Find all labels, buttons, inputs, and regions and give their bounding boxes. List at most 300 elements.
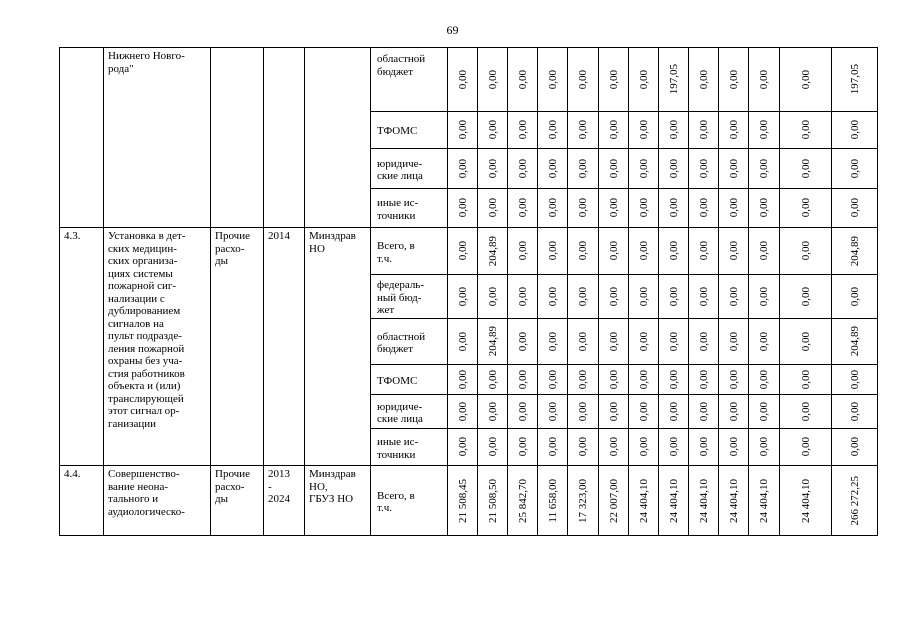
expense-type-cell — [211, 48, 264, 228]
value-cell — [599, 365, 629, 395]
value-cell — [780, 275, 832, 319]
value-text: 0,00 — [799, 286, 812, 307]
value-text: 0,00 — [546, 69, 559, 90]
value-text: 0,00 — [758, 120, 770, 140]
value-text: 0,00 — [456, 437, 469, 457]
value-text: 0,00 — [456, 158, 469, 179]
funding-source: иные ис- точники — [371, 429, 448, 466]
period-cell — [264, 228, 305, 466]
funding-source: юридиче- ские лица — [371, 395, 448, 429]
value-text: 0,00 — [848, 120, 861, 140]
value-cell — [749, 228, 780, 275]
value-cell — [719, 189, 749, 228]
value-text: 0,00 — [577, 437, 589, 457]
value-text: 0,00 — [758, 401, 770, 422]
expense-type: Прочие расхо- ды — [215, 468, 250, 505]
value-text: 0,00 — [799, 120, 812, 140]
value-text: 0,00 — [667, 198, 680, 218]
value-text: 0,00 — [799, 158, 812, 179]
value-text: 11 658,00 — [546, 478, 559, 523]
item-number-cell — [60, 48, 104, 228]
value-text: 0,00 — [607, 241, 620, 261]
value-text: 0,00 — [607, 198, 620, 218]
value-text: 0,00 — [607, 69, 620, 90]
executor-cell — [305, 466, 371, 536]
value-cell — [689, 319, 719, 365]
value-text: 0,00 — [577, 286, 589, 307]
value-text: 0,00 — [486, 369, 499, 390]
value-text: 0,00 — [667, 369, 680, 390]
value-cell — [719, 319, 749, 365]
value-cell — [568, 189, 599, 228]
item-number: 4.3. — [64, 230, 81, 242]
value-cell — [629, 189, 659, 228]
value-cell — [629, 275, 659, 319]
value-cell — [568, 365, 599, 395]
value-cell — [538, 466, 568, 536]
executor: Минздрав НО, ГБУЗ НО — [309, 468, 356, 505]
value-text: 0,00 — [758, 331, 770, 352]
value-cell — [659, 466, 689, 536]
expense-type: Прочие расхо- ды — [215, 230, 250, 267]
value-cell — [659, 228, 689, 275]
value-cell — [508, 149, 538, 189]
value-cell — [478, 48, 508, 112]
value-cell — [780, 319, 832, 365]
table-row — [60, 228, 878, 275]
value-text: 0,00 — [456, 286, 469, 307]
value-text: 0,00 — [848, 158, 861, 179]
value-text: 0,00 — [516, 437, 529, 457]
total-value-cell — [832, 48, 878, 112]
value-cell — [478, 429, 508, 466]
value-cell — [749, 395, 780, 429]
value-cell — [780, 149, 832, 189]
value-text: 0,00 — [577, 369, 589, 390]
value-text: 0,00 — [456, 120, 469, 140]
value-cell — [719, 112, 749, 149]
value-text: 0,00 — [727, 401, 740, 422]
value-text: 22 007,00 — [607, 478, 620, 523]
value-text: 0,00 — [697, 401, 710, 422]
value-cell — [599, 48, 629, 112]
value-cell — [689, 48, 719, 112]
value-cell — [629, 48, 659, 112]
value-text: 24 404,10 — [637, 478, 650, 523]
value-cell — [780, 429, 832, 466]
value-cell — [689, 395, 719, 429]
value-text: 0,00 — [607, 437, 620, 457]
value-text: 0,00 — [799, 369, 812, 390]
funding-source: ТФОМС — [371, 365, 448, 395]
value-text: 0,00 — [848, 198, 861, 218]
value-text: 0,00 — [516, 69, 529, 90]
value-cell — [629, 429, 659, 466]
value-text: 0,00 — [637, 369, 650, 390]
value-cell — [448, 466, 478, 536]
funding-source: Всего, в т.ч. — [371, 228, 448, 275]
value-text: 0,00 — [758, 286, 770, 307]
value-text: 0,00 — [799, 401, 812, 422]
value-cell — [448, 189, 478, 228]
funding-source: федераль- ный бюд- жет — [371, 275, 448, 319]
value-cell — [749, 189, 780, 228]
value-text: 0,00 — [456, 401, 469, 422]
page-number: 69 — [446, 23, 459, 37]
total-value-cell — [832, 365, 878, 395]
value-text: 0,00 — [637, 198, 650, 218]
value-cell — [659, 319, 689, 365]
value-text: 0,00 — [799, 437, 812, 457]
value-cell — [749, 429, 780, 466]
value-text: 0,00 — [546, 369, 559, 390]
value-text: 0,00 — [546, 158, 559, 179]
value-cell — [508, 112, 538, 149]
value-cell — [508, 48, 538, 112]
value-cell — [719, 395, 749, 429]
value-text: 0,00 — [637, 241, 650, 261]
value-text: 21 508,45 — [456, 478, 469, 523]
value-text: 0,00 — [697, 369, 710, 390]
value-text: 0,00 — [697, 120, 710, 140]
value-text: 0,00 — [697, 437, 710, 457]
total-value-cell — [832, 429, 878, 466]
value-text: 0,00 — [456, 369, 469, 390]
value-text: 0,00 — [607, 286, 620, 307]
value-text: 197,05 — [848, 64, 861, 95]
value-cell — [448, 319, 478, 365]
value-cell — [538, 48, 568, 112]
value-cell — [719, 228, 749, 275]
value-cell — [659, 395, 689, 429]
value-cell — [780, 395, 832, 429]
value-text: 0,00 — [607, 369, 620, 390]
value-cell — [719, 466, 749, 536]
value-cell — [568, 395, 599, 429]
value-cell — [508, 365, 538, 395]
value-text: 0,00 — [667, 401, 680, 422]
value-cell — [659, 149, 689, 189]
value-text: 0,00 — [637, 286, 650, 307]
value-text: 0,00 — [799, 331, 812, 352]
value-text: 0,00 — [516, 369, 529, 390]
value-cell — [719, 365, 749, 395]
item-name-cell — [104, 228, 211, 466]
value-text: 0,00 — [546, 401, 559, 422]
value-cell — [719, 275, 749, 319]
value-cell — [448, 429, 478, 466]
value-cell — [599, 429, 629, 466]
value-text: 0,00 — [697, 69, 710, 90]
value-cell — [508, 395, 538, 429]
value-text: 266 272,25 — [848, 475, 861, 526]
value-cell — [478, 395, 508, 429]
value-text: 21 508,50 — [486, 478, 499, 523]
value-cell — [689, 112, 719, 149]
value-text: 0,00 — [667, 241, 680, 261]
period: 2013 - 2024 — [268, 468, 290, 505]
value-cell — [478, 149, 508, 189]
total-value-cell — [832, 466, 878, 536]
value-text: 0,00 — [456, 69, 469, 90]
total-value-cell — [832, 189, 878, 228]
value-cell — [538, 228, 568, 275]
table-row — [60, 48, 878, 112]
value-cell — [599, 189, 629, 228]
value-text: 0,00 — [546, 437, 559, 457]
expense-type-cell — [211, 466, 264, 536]
funding-source: ТФОМС — [371, 112, 448, 149]
value-text: 0,00 — [697, 331, 710, 352]
value-cell — [719, 429, 749, 466]
value-text: 0,00 — [758, 158, 770, 179]
value-cell — [448, 228, 478, 275]
value-text: 0,00 — [577, 401, 589, 422]
value-text: 24 404,10 — [697, 478, 710, 523]
value-cell — [749, 365, 780, 395]
value-cell — [538, 395, 568, 429]
value-cell — [659, 275, 689, 319]
value-text: 24 404,10 — [799, 478, 812, 523]
value-cell — [568, 228, 599, 275]
executor: Минздрав НО — [309, 230, 356, 255]
value-text: 0,00 — [577, 331, 589, 352]
value-text: 204,89 — [486, 235, 499, 267]
value-cell — [538, 429, 568, 466]
value-text: 0,00 — [799, 69, 812, 90]
value-text: 0,00 — [546, 120, 559, 140]
value-cell — [749, 275, 780, 319]
value-text: 24 404,10 — [727, 478, 740, 523]
value-cell — [568, 429, 599, 466]
value-text: 0,00 — [577, 158, 589, 179]
value-cell — [508, 429, 538, 466]
value-cell — [599, 228, 629, 275]
value-cell — [749, 319, 780, 365]
value-text: 0,00 — [456, 331, 469, 352]
value-text: 0,00 — [667, 331, 680, 352]
value-text: 0,00 — [486, 437, 499, 457]
value-cell — [659, 48, 689, 112]
value-cell — [629, 365, 659, 395]
value-cell — [749, 466, 780, 536]
value-cell — [629, 395, 659, 429]
value-text: 0,00 — [727, 69, 740, 90]
item-name-cell — [104, 48, 211, 228]
value-cell — [780, 228, 832, 275]
item-name: Установка в дет- ских медицин- ских организа- циях системы пожарной сиг- нализации с дублированием сигналов на пульт подразде- ления пожарной охраны без уча- стия работников объекта и (или) транслирующей этот сигнал ор- ганизации — [108, 230, 186, 430]
funding-source: юридиче- ские лица — [371, 149, 448, 189]
value-cell — [508, 319, 538, 365]
value-cell — [568, 466, 599, 536]
value-text: 0,00 — [667, 437, 680, 457]
value-text: 0,00 — [758, 369, 770, 390]
value-cell — [599, 466, 629, 536]
value-text: 0,00 — [577, 69, 589, 90]
value-text: 0,00 — [546, 198, 559, 218]
value-text: 0,00 — [727, 241, 740, 261]
value-cell — [689, 429, 719, 466]
funding-source: Всего, в т.ч. — [371, 466, 448, 536]
value-cell — [629, 466, 659, 536]
value-text: 0,00 — [516, 158, 529, 179]
value-text: 0,00 — [516, 241, 529, 261]
value-text: 0,00 — [577, 198, 589, 218]
value-cell — [689, 149, 719, 189]
value-text: 204,89 — [486, 326, 499, 357]
value-text: 25 842,70 — [516, 478, 529, 523]
total-value-cell — [832, 112, 878, 149]
value-text: 0,00 — [727, 286, 740, 307]
table-row — [60, 466, 878, 536]
value-text: 0,00 — [799, 241, 812, 261]
value-cell — [780, 189, 832, 228]
value-cell — [478, 466, 508, 536]
value-cell — [478, 319, 508, 365]
value-text: 0,00 — [486, 401, 499, 422]
value-cell — [448, 395, 478, 429]
value-cell — [749, 149, 780, 189]
value-text: 0,00 — [727, 158, 740, 179]
value-text: 17 323,00 — [577, 478, 589, 523]
value-text: 0,00 — [697, 241, 710, 261]
value-cell — [508, 466, 538, 536]
period: 2014 — [268, 230, 290, 242]
value-text: 0,00 — [848, 286, 861, 307]
value-cell — [448, 275, 478, 319]
value-text: 0,00 — [697, 158, 710, 179]
value-cell — [629, 149, 659, 189]
value-cell — [719, 48, 749, 112]
total-value-cell — [832, 275, 878, 319]
value-cell — [508, 189, 538, 228]
value-cell — [629, 112, 659, 149]
value-cell — [780, 365, 832, 395]
value-text: 0,00 — [516, 286, 529, 307]
value-text: 0,00 — [486, 69, 499, 90]
value-cell — [478, 189, 508, 228]
value-text: 0,00 — [727, 331, 740, 352]
value-cell — [689, 466, 719, 536]
value-text: 0,00 — [758, 69, 770, 90]
funding-source: иные ис- точники — [371, 189, 448, 228]
value-text: 24 404,10 — [758, 478, 770, 523]
item-name: Нижнего Новго- рода" — [108, 50, 185, 75]
value-cell — [478, 228, 508, 275]
value-cell — [749, 48, 780, 112]
value-text: 0,00 — [486, 286, 499, 307]
value-cell — [689, 275, 719, 319]
value-text: 0,00 — [516, 331, 529, 352]
value-cell — [749, 112, 780, 149]
value-cell — [448, 112, 478, 149]
period-cell — [264, 48, 305, 228]
item-number-cell — [60, 466, 104, 536]
value-text: 0,00 — [667, 158, 680, 179]
value-text: 0,00 — [799, 198, 812, 218]
total-value-cell — [832, 319, 878, 365]
value-text: 0,00 — [667, 120, 680, 140]
value-text: 204,89 — [848, 235, 861, 267]
value-cell — [780, 112, 832, 149]
value-text: 0,00 — [486, 158, 499, 179]
value-text: 24 404,10 — [667, 478, 680, 523]
value-cell — [780, 48, 832, 112]
value-cell — [508, 228, 538, 275]
value-text: 0,00 — [848, 401, 861, 422]
total-value-cell — [832, 228, 878, 275]
value-text: 0,00 — [637, 158, 650, 179]
value-cell — [689, 228, 719, 275]
value-cell — [568, 149, 599, 189]
value-text: 0,00 — [637, 69, 650, 90]
value-text: 0,00 — [758, 198, 770, 218]
value-cell — [599, 395, 629, 429]
value-text: 0,00 — [607, 120, 620, 140]
value-text: 0,00 — [516, 401, 529, 422]
value-cell — [689, 365, 719, 395]
value-text: 0,00 — [516, 120, 529, 140]
value-cell — [538, 275, 568, 319]
value-cell — [538, 189, 568, 228]
value-cell — [599, 112, 629, 149]
value-cell — [659, 189, 689, 228]
value-text: 0,00 — [516, 198, 529, 218]
value-text: 0,00 — [727, 437, 740, 457]
value-cell — [448, 149, 478, 189]
value-text: 0,00 — [486, 120, 499, 140]
value-text: 0,00 — [667, 286, 680, 307]
value-cell — [629, 228, 659, 275]
item-name: Совершенство- вание неона- тального и аудиологическо- — [108, 468, 185, 518]
value-cell — [568, 319, 599, 365]
total-value-cell — [832, 395, 878, 429]
value-text: 0,00 — [607, 331, 620, 352]
item-number-cell — [60, 228, 104, 466]
value-cell — [478, 112, 508, 149]
value-text: 0,00 — [848, 437, 861, 457]
funding-source: областной бюджет — [371, 48, 448, 112]
value-text: 0,00 — [758, 437, 770, 457]
value-text: 197,05 — [667, 64, 680, 95]
value-cell — [599, 319, 629, 365]
value-cell — [568, 48, 599, 112]
value-cell — [538, 112, 568, 149]
value-cell — [448, 48, 478, 112]
value-text: 0,00 — [727, 120, 740, 140]
value-text: 0,00 — [697, 198, 710, 218]
executor-cell — [305, 48, 371, 228]
value-cell — [478, 275, 508, 319]
value-text: 0,00 — [546, 286, 559, 307]
value-text: 0,00 — [727, 369, 740, 390]
value-cell — [568, 275, 599, 319]
value-text: 0,00 — [486, 198, 499, 218]
value-text: 0,00 — [546, 331, 559, 352]
value-text: 0,00 — [637, 401, 650, 422]
value-cell — [689, 189, 719, 228]
value-cell — [478, 365, 508, 395]
value-text: 0,00 — [637, 331, 650, 352]
value-text: 0,00 — [607, 158, 620, 179]
period-cell — [264, 466, 305, 536]
expense-type-cell — [211, 228, 264, 466]
value-text: 0,00 — [848, 369, 861, 390]
value-text: 0,00 — [577, 241, 589, 261]
value-cell — [629, 319, 659, 365]
value-cell — [599, 275, 629, 319]
value-text: 0,00 — [546, 241, 559, 261]
